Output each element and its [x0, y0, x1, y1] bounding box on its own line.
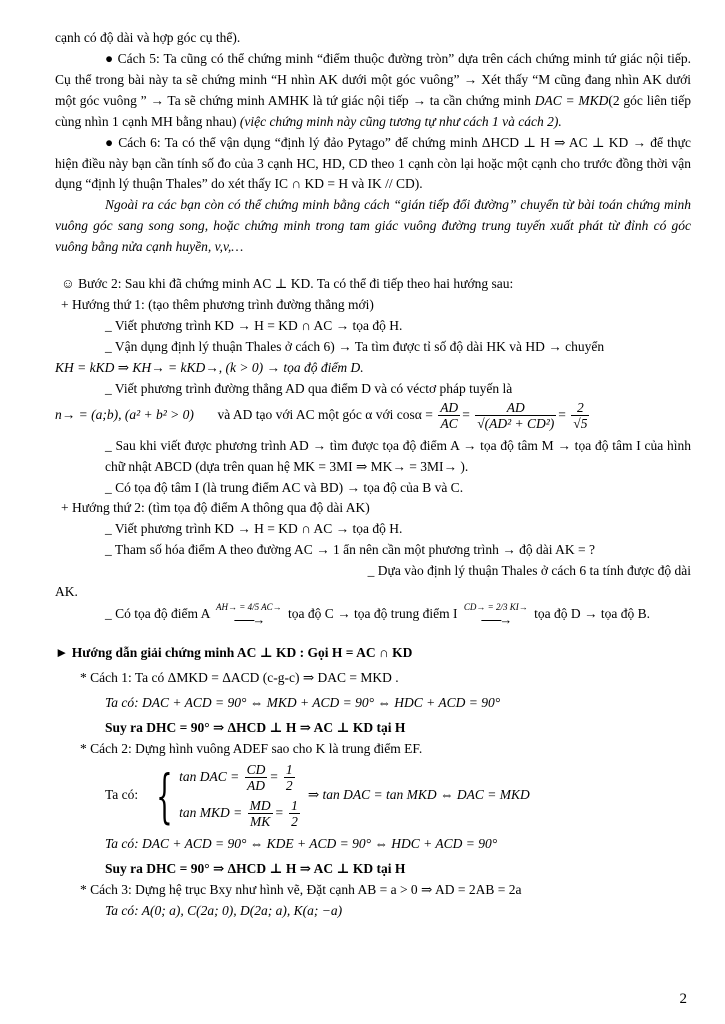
normal-vector-formula: n→ = (a;b), (a² + b² > 0)	[55, 406, 194, 422]
document-page	[55, 28, 691, 922]
intro-line: cạnh có độ dài và hợp góc cụ thể).	[55, 30, 241, 45]
brace-icon: {	[156, 761, 173, 830]
huong-2-title: + Hướng thứ 2: (tìm tọa độ điểm A thông qua độ dài AK)	[61, 500, 370, 516]
cach-5-text: ● Cách 5: Ta cũng có thể chứng minh “điểm thuộc đường tròn” dựa trên cách chứng minh tứ giác nội tiếp. Cụ thể trong bài này ta sẽ chứng minh “H nhìn AK dưới một góc vuông” → Xét thấy “M cũng đang nhìn AK dưới một góc vuông ” → Ta sẽ chứng minh AMHK là tứ giác nội tiếp → ta cần chứng minh	[55, 50, 691, 108]
cach-1-suy-ra: Suy ra DHC = 90° ⇒ ΔHCD ⊥ H ⇒ AC ⊥ KD tại H	[105, 720, 406, 736]
cach-5-paragraph	[55, 49, 691, 133]
cach-1-line: * Cách 1: Ta có ΔMKD = ΔACD (c-g-c) ⇒ DAC = MKD .	[80, 670, 399, 686]
cach-6-paragraph: ● Cách 6: Ta có thể vận dụng “định lý đảo Pytago” để chứng minh ΔHCD ⊥ H ⇒ AC ⊥ KD → để thực hiện điều này bạn cần tính số đo của 3 cạnh HC, HD, CD theo 1 cạnh còn lại hoặc một cạnh cho trước đồng thời vận dụng “định lý thuận Thales” do xét thấy IC ∩ KD = H và IK // CD).	[55, 134, 691, 192]
tan-mkd-line: tan MKD = $\frac{MD}{MK}$ = $\frac{1}{2}$	[179, 797, 298, 830]
buoc-2-heading: ☺ Bước 2: Sau khi đã chứng minh AC ⊥ KD. Ta có thể đi tiếp theo hai hướng sau:	[61, 276, 514, 292]
cach-2-suy-ra: Suy ra DHC = 90° ⇒ ΔHCD ⊥ H ⇒ AC ⊥ KD tại H	[105, 860, 406, 876]
huong-dan-heading: ► Hướng dẫn giải chứng minh AC ⊥ KD : Gọi H = AC ∩ KD	[55, 645, 413, 661]
huong-2-step-3: _ Dựa vào định lý thuận Thales ở cách 6 ta tính được độ dài	[367, 563, 691, 579]
cos-alpha-text: và AD tạo với AC một góc α với cosα =	[217, 406, 433, 422]
cach-3-ta-co: Ta có: A(0; a), C(2a; 0), D(2a; a), K(a; −a)	[105, 902, 343, 918]
cach-2-line: * Cách 2: Dựng hình vuông ADEF sao cho K là trung điểm EF.	[80, 740, 423, 756]
cach-3-line: * Cách 3: Dựng hệ trục Bxy như hình vẽ, Đặt cạnh AB = a > 0 ⇒ AD = 2AB = 2a	[80, 881, 522, 897]
huong-1-step-1: _ Viết phương trình KD → H = KD ∩ AC → tọa độ H.	[105, 317, 403, 333]
huong-1-step-3: _ Viết phương trình đường thẳng AD qua điểm D và có véctơ pháp tuyến là	[105, 380, 513, 396]
fraction-2-sqrt5: $\frac{2}{√5}$	[573, 399, 588, 432]
huong-2-step-3-end: AK.	[55, 584, 78, 600]
cach-2-ta-co: Ta có: DAC + ACD = 90° ⇔ KDE + ACD = 90° ⇔ HDC + ACD = 90°	[105, 835, 498, 851]
cach-2-system	[55, 762, 691, 830]
step-4-text-c: tọa độ D → tọa độ B.	[534, 606, 650, 622]
tan-result: ⇒ tan DAC = tan MKD ⇔ DAC = MKD	[307, 787, 530, 803]
cach-5-note: (việc chứng minh này cũng tương tự như cách 1 và cách 2).	[239, 113, 562, 129]
step-4-text-b: tọa độ C → tọa độ trung điểm I	[288, 606, 458, 622]
arrow-cd-ki: CD→ = 2/3 KI→ ⎯⎯⎯⎯→	[463, 602, 528, 627]
huong-1-step-2: _ Vận dụng định lý thuận Thales ở cách 6) → Ta tìm được tỉ số độ dài HK và HD → chuyển	[105, 338, 605, 354]
arrow-ah-ac: AH→ = 4/5 AC→ ⎯⎯⎯⎯→	[216, 602, 282, 627]
huong-2-step-4	[55, 603, 691, 627]
huong-1-step-4: _ Sau khi viết được phương trình AD → tìm được tọa độ điểm A → tọa độ tâm M → tọa độ tâm I của hình chữ nhật ABCD (dựa trên quan hệ MK = 3MI ⇒ MK→ = 3MI→ ).	[105, 437, 691, 474]
tan-system	[148, 762, 302, 830]
huong-1-title: + Hướng thứ 1: (tạo thêm phương trình đường thẳng mới)	[61, 297, 374, 313]
cach-2-ta-co-label: Ta có:	[105, 787, 139, 803]
huong-2-step-1: _ Viết phương trình KD → H = KD ∩ AC → tọa độ H.	[105, 521, 403, 537]
cach-1-ta-co: Ta có: DAC + ACD = 90° ⇔ MKD + ACD = 90° ⇔ HDC + ACD = 90°	[105, 695, 501, 711]
step-4-text-a: _ Có tọa độ điểm A	[105, 606, 210, 622]
huong-1-step-5: _ Có tọa độ tâm I (là trung điểm AC và BD) → tọa độ của B và C.	[105, 479, 464, 495]
ngoai-ra-paragraph: Ngoài ra các bạn còn có thể chứng minh bằng cách “gián tiếp đổi đường” chuyển từ bài toán chứng minh vuông góc sang song song, hoặc chứng minh trong tam giác vuông đường trung tuyến xuất phát từ đỉnh có góc vuông bằng nửa cạnh huyền, v,v,…	[55, 197, 691, 255]
page-number: 2	[679, 991, 687, 1007]
fraction-ad-sqrt: $\frac{AD}{\text{√(AD² + CD²)}}$	[477, 399, 555, 432]
tan-dac-line: tan DAC = $\frac{CD}{AD}$ = $\frac{1}{2}$	[179, 761, 293, 794]
fraction-ad-ac: $\frac{AD}{AC}$	[440, 399, 459, 432]
cach-5-text-b: (2 góc liên tiếp cùng nhìn 1 cạnh MH bằng nhau)	[55, 92, 691, 129]
huong-1-step-2-formula: KH = kKD ⇒ KH→ = kKD→, (k > 0) → tọa độ điểm D.	[55, 359, 364, 375]
huong-1-step-3-formula: n→ = (a;b), (a² + b² > 0) và AD tạo với AC một góc α với cosα = $\frac{AD}{AC}$ = $\frac{AD}{\text{√(AD² + CD²)}}$ = $\frac{2}{√5}$	[55, 399, 588, 432]
cach-5-equation: DAC = MKD	[534, 92, 609, 108]
huong-2-step-2: _ Tham số hóa điểm A theo đường AC → 1 ẩn nên cần một phương trình → độ dài AK = ?	[105, 542, 595, 558]
